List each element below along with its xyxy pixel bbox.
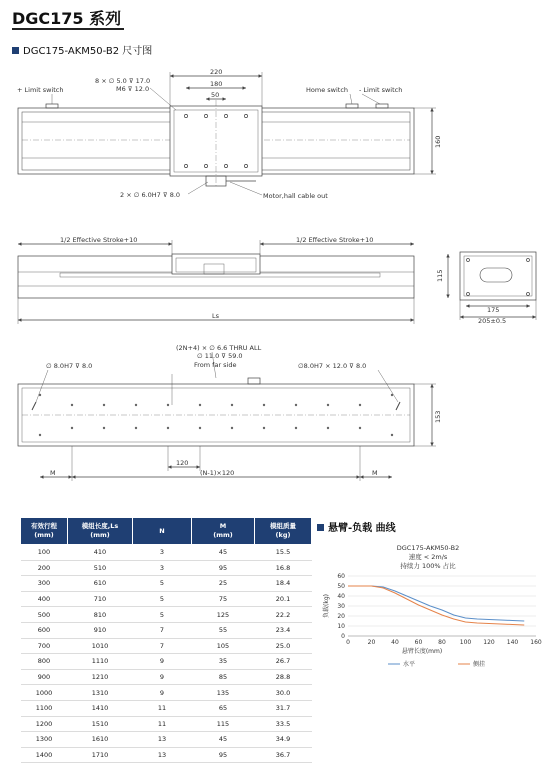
table-cell: 5: [133, 607, 192, 623]
table-row: [21, 669, 312, 685]
cable-note: Motor,hall cable out: [263, 192, 328, 200]
table-cell: 95: [192, 747, 255, 763]
table-cell: 11: [133, 700, 192, 716]
x-tick-label: 0: [346, 639, 350, 646]
table-cell: 15.5: [255, 545, 312, 561]
table-cell: 3: [133, 545, 192, 561]
page-title: DGC175 系列: [12, 9, 122, 28]
table-cell: 700: [21, 638, 68, 654]
table-cell: 1400: [21, 747, 68, 763]
table-row: [21, 685, 312, 701]
table-cell: 18.4: [255, 576, 312, 592]
limit-switch-minus-label: - Limit switch: [359, 86, 403, 94]
col-length-header: 模组长度,Ls (mm): [68, 518, 133, 545]
dim-160: 160: [434, 135, 442, 148]
table-cell: 11: [133, 716, 192, 732]
table-cell: 55: [192, 622, 255, 638]
dim-220: 220: [210, 68, 223, 76]
table-cell: 9: [133, 669, 192, 685]
table-row: [21, 545, 312, 561]
y-tick-label: 10: [337, 623, 345, 630]
left-hole-note: ∅ 8.0H7 ⊽ 8.0: [46, 362, 93, 370]
table-cell: 1510: [68, 716, 133, 732]
table-row: [21, 747, 312, 763]
table-header-row: [21, 518, 312, 545]
dim-115: 115: [436, 269, 444, 282]
x-tick-label: 20: [367, 639, 376, 646]
table-cell: 85: [192, 669, 255, 685]
dim-50: 50: [211, 91, 220, 99]
table-row: [21, 700, 312, 716]
table-cell: 910: [68, 622, 133, 638]
y-tick-label: 30: [337, 603, 345, 610]
m-right-label: M: [372, 469, 378, 477]
table-cell: 410: [68, 545, 133, 561]
table-cell: 1610: [68, 732, 133, 748]
series-line-1: [348, 586, 524, 625]
table-cell: 1310: [68, 685, 133, 701]
table-cell: 135: [192, 685, 255, 701]
table-cell: 1110: [68, 654, 133, 670]
dim-180: 180: [210, 80, 223, 88]
pitch-label: (N-1)×120: [200, 469, 235, 477]
x-tick-label: 80: [438, 639, 446, 646]
side-view: [18, 240, 448, 324]
thru-note-2: ∅ 11.0 ⊽ 59.0: [197, 352, 243, 360]
table-row: [21, 591, 312, 607]
top-hole-note-bottom: 2 × ∅ 6.0H7 ⊽ 8.0: [120, 191, 181, 199]
m-left-label: M: [50, 469, 56, 477]
table-cell: 23.4: [255, 622, 312, 638]
table-cell: 75: [192, 591, 255, 607]
col-stroke-header: 有效行程 (mm): [21, 518, 68, 545]
table-cell: 45: [192, 732, 255, 748]
table-cell: 1710: [68, 747, 133, 763]
table-row: [21, 732, 312, 748]
table-row: [21, 638, 312, 654]
table-cell: 16.8: [255, 560, 312, 576]
table-cell: 3: [133, 560, 192, 576]
chart-title-line-1: DGC175-AKM50-B2: [396, 544, 460, 552]
y-tick-label: 60: [337, 573, 345, 580]
right-hole-note: ∅8.0H7 × 12.0 ⊽ 8.0: [298, 362, 367, 370]
table-cell: 5: [133, 591, 192, 607]
chart-heading-text: 悬臂-负载 曲线: [328, 523, 396, 534]
stroke-right-label: 1/2 Effective Stroke+10: [296, 236, 374, 244]
col-n-header: N: [133, 518, 192, 545]
y-tick-label: 20: [337, 613, 345, 620]
table-cell: 710: [68, 591, 133, 607]
table-cell: 1100: [21, 700, 68, 716]
table-cell: 200: [21, 560, 68, 576]
table-row: [21, 716, 312, 732]
spec-table-body: [21, 545, 312, 763]
table-cell: 1010: [68, 638, 133, 654]
thru-note-1: (2N+4) × ∅ 6.6 THRU ALL: [176, 344, 262, 352]
table-row: [21, 576, 312, 592]
length-ls-label: Ls: [212, 312, 220, 320]
x-tick-label: 140: [506, 639, 519, 646]
table-cell: 900: [21, 669, 68, 685]
y-tick-label: 40: [337, 593, 345, 600]
x-tick-label: 100: [459, 639, 472, 646]
table-cell: 105: [192, 638, 255, 654]
dim-120: 120: [176, 459, 189, 467]
table-cell: 36.7: [255, 747, 312, 763]
dim-205: 205±0.5: [478, 317, 507, 325]
table-cell: 1210: [68, 669, 133, 685]
bottom-view: [18, 352, 436, 481]
table-cell: 1200: [21, 716, 68, 732]
top-hole-note-1: 8 × ∅ 5.0 ⊽ 17.0: [95, 77, 151, 85]
table-cell: 5: [133, 576, 192, 592]
chart-heading: [317, 519, 396, 534]
col-mass-header: 模组质量 (kg): [255, 518, 312, 545]
stroke-left-label: 1/2 Effective Stroke+10: [60, 236, 138, 244]
y-axis-label: 负载(kg): [323, 594, 330, 618]
table-cell: 610: [68, 576, 133, 592]
legend-label: 水平: [403, 661, 416, 668]
table-cell: 33.5: [255, 716, 312, 732]
cantilever-load-chart: [318, 572, 548, 672]
table-cell: 125: [192, 607, 255, 623]
table-cell: 26.7: [255, 654, 312, 670]
table-cell: 31.7: [255, 700, 312, 716]
table-cell: 13: [133, 732, 192, 748]
table-cell: 45: [192, 545, 255, 561]
limit-switch-plus-label: + Limit switch: [17, 86, 64, 94]
x-tick-label: 40: [391, 639, 399, 646]
legend-label: 侧挂: [473, 661, 486, 668]
table-cell: 35: [192, 654, 255, 670]
table-cell: 1000: [21, 685, 68, 701]
bullet-square-icon: [317, 524, 324, 531]
table-cell: 510: [68, 560, 133, 576]
table-cell: 20.1: [255, 591, 312, 607]
chart-title: [318, 544, 538, 571]
table-cell: 400: [21, 591, 68, 607]
dim-153: 153: [434, 410, 442, 423]
section-subtitle-text: DGC175-AKM50-B2 尺寸图: [23, 46, 153, 57]
table-row: [21, 622, 312, 638]
x-tick-label: 120: [483, 639, 495, 646]
chart-title-line-3: 持续力 100% 占比: [400, 562, 456, 570]
spec-table: [20, 517, 312, 763]
table-cell: 800: [21, 654, 68, 670]
table-row: [21, 560, 312, 576]
y-tick-label: 50: [337, 583, 345, 590]
table-cell: 810: [68, 607, 133, 623]
table-cell: 1410: [68, 700, 133, 716]
table-cell: 115: [192, 716, 255, 732]
table-cell: 7: [133, 638, 192, 654]
table-cell: 9: [133, 654, 192, 670]
col-m-header: M (mm): [192, 518, 255, 545]
table-row: [21, 607, 312, 623]
table-cell: 25: [192, 576, 255, 592]
x-tick-label: 160: [530, 639, 542, 646]
table-cell: 7: [133, 622, 192, 638]
table-cell: 100: [21, 545, 68, 561]
chart-title-line-2: 速度 < 2m/s: [408, 553, 448, 561]
table-cell: 9: [133, 685, 192, 701]
x-axis-label: 悬臂长度(mm): [401, 648, 443, 655]
table-cell: 25.0: [255, 638, 312, 654]
thru-note-3: From far side: [194, 361, 237, 369]
table-cell: 22.2: [255, 607, 312, 623]
table-cell: 34.9: [255, 732, 312, 748]
dim-175: 175: [487, 306, 500, 314]
table-cell: 1300: [21, 732, 68, 748]
table-cell: 95: [192, 560, 255, 576]
x-tick-label: 60: [414, 639, 423, 646]
table-cell: 28.8: [255, 669, 312, 685]
table-cell: 300: [21, 576, 68, 592]
y-tick-label: 0: [341, 633, 345, 640]
table-cell: 600: [21, 622, 68, 638]
table-cell: 30.0: [255, 685, 312, 701]
table-cell: 65: [192, 700, 255, 716]
top-hole-note-2: M6 ⊽ 12.0: [116, 85, 150, 93]
table-cell: 500: [21, 607, 68, 623]
table-row: [21, 654, 312, 670]
home-switch-label: Home switch: [306, 86, 349, 94]
table-cell: 13: [133, 747, 192, 763]
